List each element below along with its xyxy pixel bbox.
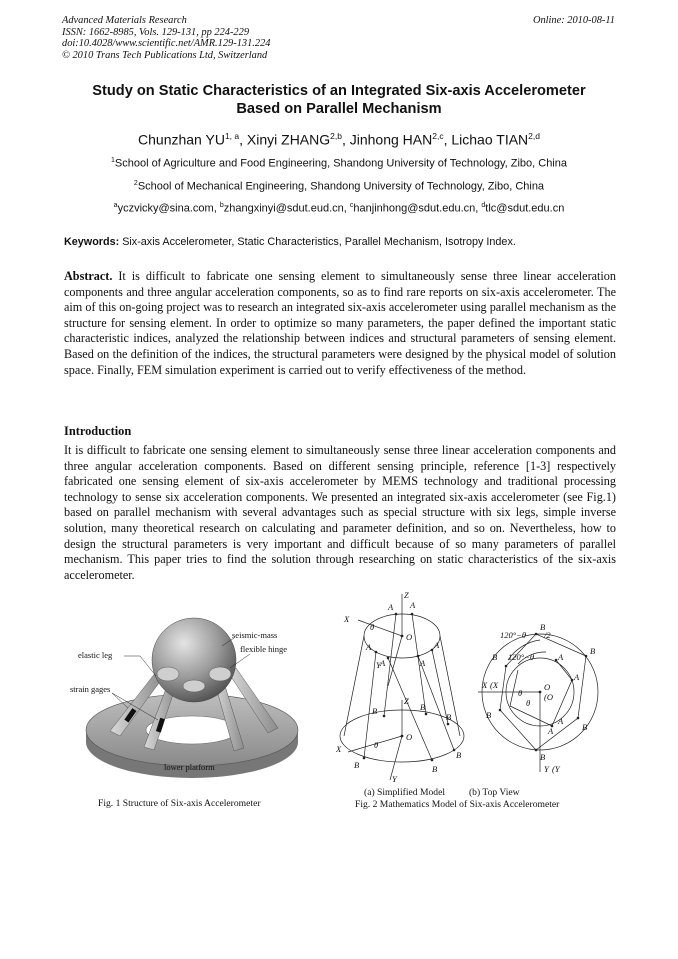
email-link[interactable]: yczvicky@sina.com xyxy=(117,202,214,215)
label-b-B6: B xyxy=(486,710,492,720)
affiliation-2 xyxy=(40,180,638,193)
affiliation-text: School of Mechanical Engineering, Shandong University of Technology, Zibo, China xyxy=(137,180,545,193)
label-b-OB: (O xyxy=(544,692,553,702)
journal-name: Advanced Materials Research xyxy=(62,15,187,26)
label-seismic-mass: seismic-mass xyxy=(232,630,278,640)
label-B5: B xyxy=(432,764,438,774)
label-b-XB: (X xyxy=(490,680,499,690)
fig2b-top-view xyxy=(478,600,618,780)
email-sup: d xyxy=(481,202,486,209)
flexible-hinge xyxy=(209,667,231,681)
label-lower-platform: lower platform xyxy=(164,762,215,772)
label-A2: A xyxy=(410,600,416,610)
affiliation-text: School of Agriculture and Food Engineering, Shandong University of Technology, Zibo, China xyxy=(114,157,567,170)
label-A6: A xyxy=(366,642,372,652)
label-b-angle2: 120°−θ xyxy=(508,652,535,662)
label-b-thetaB: θ xyxy=(526,698,531,708)
introduction-text: It is difficult to fabricate one sensing element to simultaneously sense three linear acceleration components and three angular acceleration components. Based on different sensing principle, reference [1-3] respectively fabricated one sensing element of six-axis accelerometer by MEMS technology and traditional processing technology to sense six acceleration components. We presented an integrated six-axis accelerometer (see Fig.1) based on parallel mechanism with several advantages such as special structure with six legs, simple inverse solution, many theoretical research on calculating and parameter definition, and so on. Nevertheless, how to design the structural parameters is very important and difficult because of so many parameters of parallel mechanism. This paper tries to find the solution through researching on static characteristics of the six-axis accelerometer. xyxy=(64,443,616,582)
label-ZB: Z xyxy=(404,696,409,706)
label-A5: A xyxy=(380,658,386,668)
title-line-2: Based on Parallel Mechanism xyxy=(236,101,442,117)
label-thetaA: θ xyxy=(370,622,375,632)
label-b-YA: Y xyxy=(544,764,549,774)
label-b-B3: B xyxy=(590,646,596,656)
journal-header xyxy=(62,15,618,61)
label-strain-gages: strain gages xyxy=(70,684,111,694)
label-XB: X xyxy=(336,744,342,754)
paper-title xyxy=(40,82,638,118)
label-b-OA: O xyxy=(544,682,551,692)
author-sup: 2,b xyxy=(330,131,342,141)
section-heading: Introduction xyxy=(64,424,132,438)
label-b-B2: B xyxy=(540,622,546,632)
label-A4: A xyxy=(420,658,426,668)
affiliation-1 xyxy=(40,157,638,170)
label-b-B4: B xyxy=(582,722,588,732)
label-b-B5: B xyxy=(540,752,546,762)
label-b-A3: A xyxy=(574,672,580,682)
label-b-A5: A xyxy=(548,726,554,736)
affiliation-sup: 1 xyxy=(110,157,115,164)
fig2-subcaption: (a) Simplified Model (b) Top View xyxy=(364,787,520,798)
doi-link[interactable]: doi:10.4028/www.scientific.net/AMR.129-131.224 xyxy=(62,38,271,50)
keywords xyxy=(64,236,620,248)
keywords-label: Keywords: xyxy=(64,236,120,248)
email-sup: c xyxy=(349,202,354,209)
label-OB: O xyxy=(406,732,413,742)
label-b-YB: (Y xyxy=(552,764,560,774)
label-A3: A xyxy=(434,640,440,650)
label-B2: B xyxy=(420,702,426,712)
abstract-text: It is difficult to fabricate one sensing element to simultaneously sense three linear acceleration components and three angular acceleration components, so as to find rare reports on six-axis accelerometer. The aim of this on-going project was to research an integrated six-axis accelerometer using parallel mechanism as the structure for sensing element. In order to optimize so many parameters, the paper defined the important static characteristic indices, analyzed the relationship between indices and structural parameters of sensing element. Based on the definition of the indices, the structural parameters were designed by the physical model of solution space. Finally, FEM simulation experiment is carried out to verify effectiveness of the method. xyxy=(64,269,616,377)
issn-line: ISSN: 1662-8985, Vols. 129-131, pp 224-229 xyxy=(62,26,250,38)
label-flexible-hinge: flexible hinge xyxy=(240,644,287,654)
author-name: Lichao TIAN xyxy=(451,131,529,148)
label-ZA: Z xyxy=(404,590,409,600)
flexible-hinge xyxy=(183,680,205,692)
label-OA: O xyxy=(406,632,413,642)
affiliation-sup: 2 xyxy=(133,180,138,187)
author-name: Xinyi ZHANG xyxy=(246,131,331,148)
abstract xyxy=(64,269,616,378)
title-line-1: Study on Static Characteristics of an Integrated Six-axis Accelerometer xyxy=(92,83,586,99)
online-date: Online: 2010-08-11 xyxy=(532,15,615,26)
label-b-A2: A xyxy=(558,652,564,662)
figures-row xyxy=(64,590,620,820)
author-sup: 1, a xyxy=(224,131,240,141)
author-name: Jinhong HAN xyxy=(349,131,433,148)
label-elastic-leg: elastic leg xyxy=(78,650,113,660)
label-b-angle1: 120°−θ xyxy=(500,630,527,640)
label-thetaB: θ xyxy=(374,740,379,750)
label-b-half: /2 xyxy=(544,630,551,640)
label-B3: B xyxy=(446,712,452,722)
email-sup: a xyxy=(113,202,118,209)
label-b-B1: B xyxy=(492,652,498,662)
fig2a-simplified-model xyxy=(336,590,486,785)
fig1-accelerometer-structure xyxy=(64,590,304,795)
author-sup: 2,d xyxy=(528,131,540,141)
label-b-A4: A xyxy=(558,716,564,726)
flexible-hinge xyxy=(157,667,179,681)
email-link[interactable]: tlc@sdut.edu.cn xyxy=(485,202,565,215)
email-sup: b xyxy=(219,202,224,209)
abstract-label: Abstract. xyxy=(64,269,113,283)
label-B1: B xyxy=(372,706,378,716)
email-list: $^a$yczvicky@sina.com, $^b$zhangxinyi@sdut.eud.cn, $^c$hanjinhong@sdut.edu.cn, $^d$tlc@sdut.edu.cn xyxy=(113,202,565,215)
label-A1: A xyxy=(388,602,394,612)
author-sup: 2,c xyxy=(432,131,444,141)
label-b-thetaA: θ xyxy=(518,688,523,698)
keywords-text: Six-axis Accelerometer, Static Characteristics, Parallel Mechanism, Isotropy Index. xyxy=(122,236,516,248)
label-YA: Y xyxy=(376,660,381,670)
author-list: Chunzhan YU$^{1, a}$, Xinyi ZHANG$^{2,b}$, Jinhong HAN$^{2,c}$, Lichao TIAN$^{2,d}$ xyxy=(138,131,540,148)
fig1-caption: Fig. 1 Structure of Six-axis Accelerometer xyxy=(98,798,261,809)
label-XA: X xyxy=(344,614,350,624)
email-link[interactable]: zhangxinyi@sdut.eud.cn xyxy=(223,202,344,215)
label-B4: B xyxy=(456,750,462,760)
label-b-XA: X xyxy=(482,680,488,690)
copyright-line: © 2010 Trans Tech Publications Ltd, Switzerland xyxy=(62,49,268,61)
fig2-caption: Fig. 2 Mathematics Model of Six-axis Accelerometer xyxy=(355,799,560,810)
label-B6: B xyxy=(354,760,360,770)
email-link[interactable]: hanjinhong@sdut.edu.cn xyxy=(353,202,476,215)
label-YB: Y xyxy=(392,774,397,784)
author-name: Chunzhan YU xyxy=(138,131,225,148)
